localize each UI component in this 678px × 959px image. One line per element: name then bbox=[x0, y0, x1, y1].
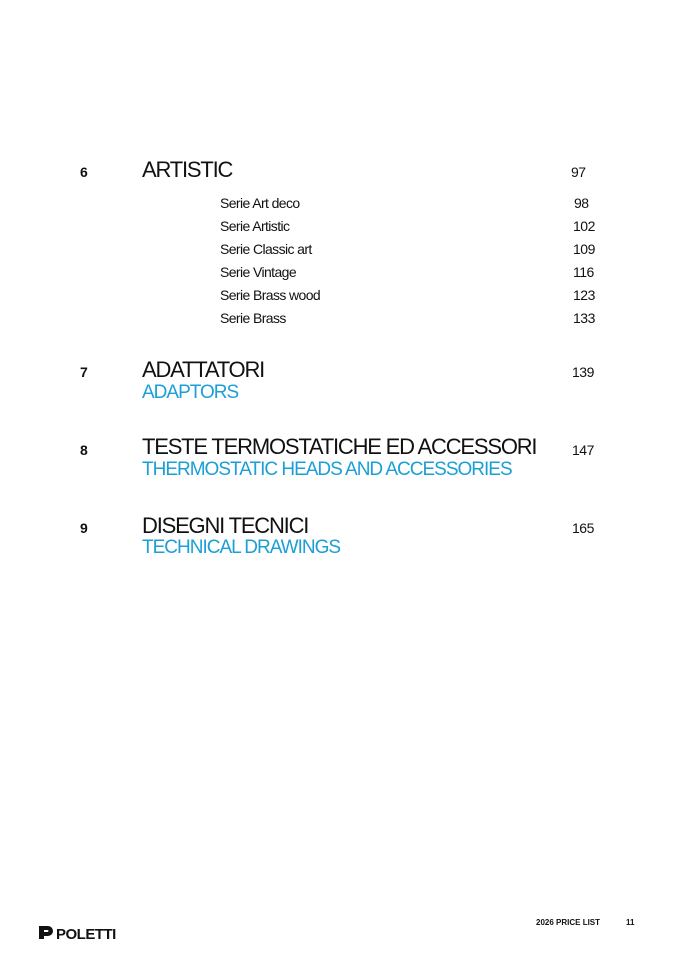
subsection-label: Serie Art deco bbox=[220, 195, 300, 211]
subsection-page: 133 bbox=[573, 310, 595, 326]
poletti-logo bbox=[38, 924, 116, 945]
section-page: 147 bbox=[572, 442, 594, 458]
section-page: 165 bbox=[572, 520, 594, 536]
subsection-page: 123 bbox=[573, 287, 595, 303]
subsection-page: 98 bbox=[574, 195, 589, 211]
page-number: 11 bbox=[626, 918, 635, 927]
section-number: 9 bbox=[80, 520, 88, 536]
subsection-label: Serie Vintage bbox=[220, 264, 297, 280]
section-subtitle: THERMOSTATIC HEADS AND ACCESSORIES bbox=[142, 459, 512, 480]
section-number: 8 bbox=[80, 442, 88, 458]
section-title: TESTE TERMOSTATICHE ED ACCESSORI bbox=[142, 434, 537, 459]
section-page: 139 bbox=[572, 364, 594, 380]
section-subtitle: TECHNICAL DRAWINGS bbox=[142, 537, 341, 558]
section-title: DISEGNI TECNICI bbox=[142, 513, 309, 538]
poletti-logo-icon bbox=[38, 924, 54, 945]
subsection-page: 109 bbox=[573, 241, 595, 257]
subsection-page: 116 bbox=[573, 264, 594, 280]
brand-name: POLETTI bbox=[56, 926, 116, 943]
subsection-label: Serie Classic art bbox=[220, 241, 312, 257]
subsection-label: Serie Artistic bbox=[220, 218, 290, 234]
subsection-label: Serie Brass wood bbox=[220, 287, 321, 303]
section-title: ARTISTIC bbox=[142, 157, 233, 182]
section-number: 7 bbox=[80, 364, 88, 380]
section-subtitle: ADAPTORS bbox=[142, 382, 239, 403]
section-page: 97 bbox=[571, 164, 586, 180]
subsection-label: Serie Brass bbox=[220, 310, 286, 326]
section-title: ADATTATORI bbox=[142, 357, 265, 382]
subsection-page: 102 bbox=[573, 218, 595, 234]
section-number: 6 bbox=[80, 164, 88, 180]
price-list-label: 2026 PRICE LIST bbox=[536, 918, 601, 927]
